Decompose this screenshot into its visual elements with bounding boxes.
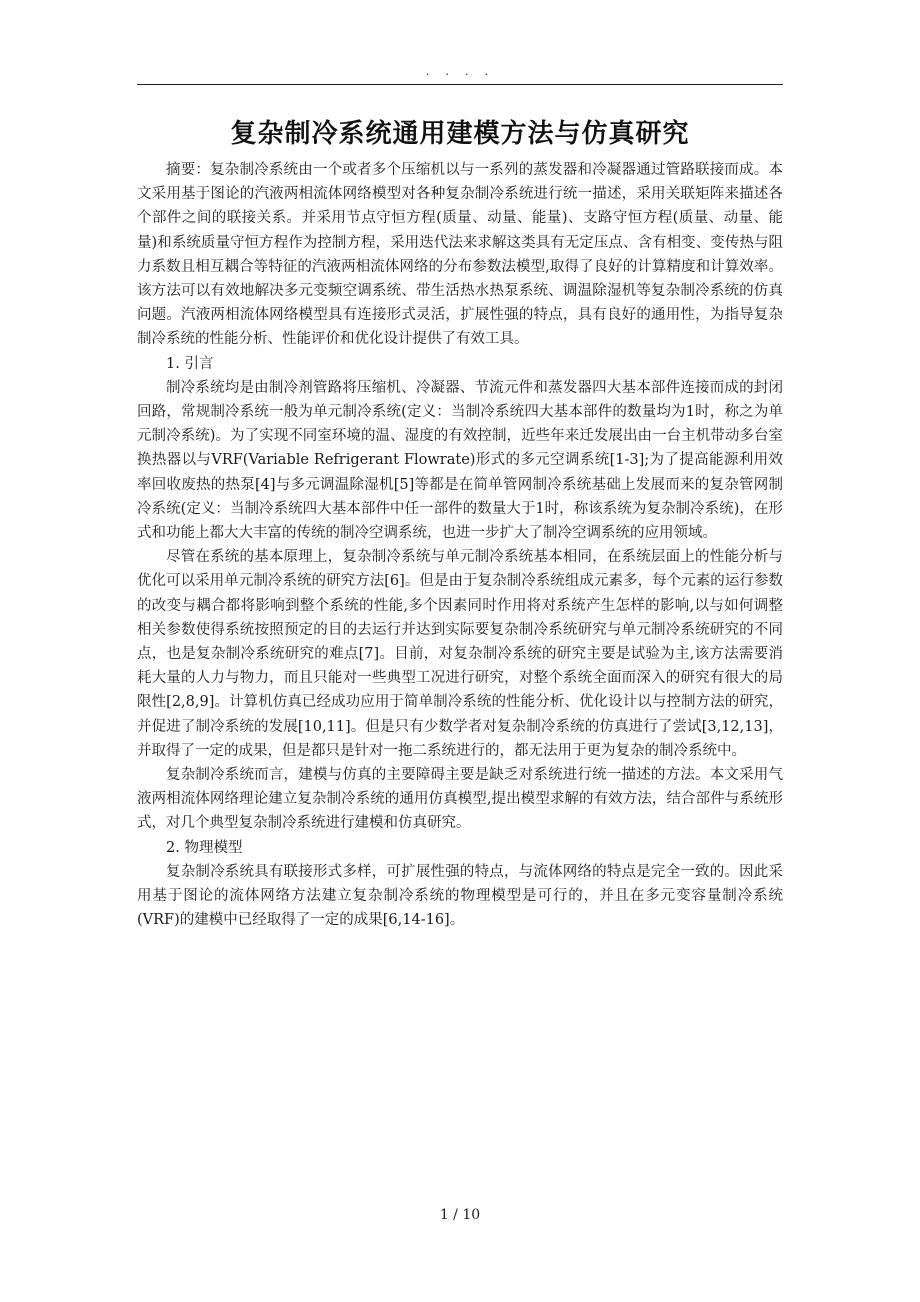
body-paragraph: 尽管在系统的基本原理上，复杂制冷系统与单元制冷系统基本相同，在系统层面上的性能分析与优化可以采用单元制冷系统的研究方法[6]。但是由于复杂制冷系统组成元素多，每个元素的运行参数的改变与耦合都将影响到整个系统的性能,多个因素同时作用将对系统产生怎样的影响,以与如何调整相关参数使得系统按照预定的目的去运行并达到实际要复杂制冷系统研究与单元制冷系统研究的不同点，也是复杂制冷系统研究的难点[7]。目前，对复杂制冷系统的研究主要是试验为主,该方法需要消耗大量的人力与物力，而且只能对一些典型工况进行研究，对整个系统全面而深入的研究有很大的局限性[2,8,9]。计算机仿真已经成功应用于简单制冷系统的性能分析、优化设计以与控制方法的研究，并促进了制冷系统的发展[10,11]。但是只有少数学者对复杂制冷系统的仿真进行了尝试[3,12,13]，并取得了一定的成果，但是都只是针对一拖二系统进行的，都无法用于更为复杂的制冷系统中。 xyxy=(137,549,783,759)
header-dots: . . . . xyxy=(425,64,495,78)
abstract-paragraph: 摘要：复杂制冷系统由一个或者多个压缩机以与一系列的蒸发器和冷凝器通过管路联接而成。本文采用基于图论的汽液两相流体网络模型对各种复杂制冷系统进行统一描述，采用关联矩阵来描述各个部件之间的联接关系。并采用节点守恒方程(质量、动量、能量)、支路守恒方程(质量、动量、能量)和系统质量守恒方程作为控制方程，采用迭代法来求解这类具有无定压点、含有相变、变传热与阻力系数且相互耦合等特征的汽液两相流体网络的分布参数法模型,取得了良好的计算精度和计算效率。该方法可以有效地解决多元变频空调系统、带生活热水热泵系统、调温除湿机等复杂制冷系统的仿真问题。汽液两相流体网络模型具有连接形式灵活，扩展性强的特点，具有良好的通用性，为指导复杂制冷系统的性能分析、性能评价和优化设计提供了有效工具。 xyxy=(137,162,783,348)
page-number: 1 / 10 xyxy=(439,1207,481,1223)
section-heading-introduction: 1. 引言 xyxy=(166,355,214,372)
document-title: 复杂制冷系统通用建模方法与仿真研究 xyxy=(230,119,690,149)
document-body xyxy=(137,158,783,933)
body-paragraph: 制冷系统均是由制冷剂管路将压缩机、冷凝器、节流元件和蒸发器四大基本部件连接而成的封闭回路，常规制冷系统一般为单元制冷系统(定义：当制冷系统四大基本部件的数量均为1时，称之为单元制冷系统)。为了实现不同室环境的温、湿度的有效控制，近些年来迁发展出由一台主机带动多台室换热器以与VRF(Variable Refrigerant Flowrate)形式的多元空调系统[1-3];为了提高能源利用效率回收废热的热泵[4]与多元调温除湿机[5]等都是在简单管网制冷系统基础上发展而来的复杂管网制冷系统(定义：当制冷系统四大基本部件中任一部件的数量大于1时，称该系统为复杂制冷系统)，在形式和功能上都大大丰富的传统的制冷空调系统，也进一步扩大了制冷空调系统的应用领域。 xyxy=(137,379,783,542)
header-rule xyxy=(137,84,783,85)
section-heading-physical-model: 2. 物理模型 xyxy=(166,839,243,856)
body-paragraph: 复杂制冷系统而言，建模与仿真的主要障碍主要是缺乏对系统进行统一描述的方法。本文采用气液两相流体网络理论建立复杂制冷系统的通用仿真模型,提出模型求解的有效方法，结合部件与系统形式，对几个典型复杂制冷系统进行建模和仿真研究。 xyxy=(137,767,783,832)
body-paragraph: 复杂制冷系统具有联接形式多样，可扩展性强的特点，与流体网络的特点是完全一致的。因此采用基于图论的流体网络方法建立复杂制冷系统的物理模型是可行的，并且在多元变容量制冷系统(VRF)的建模中已经取得了一定的成果[6,14-16]。 xyxy=(137,863,783,929)
